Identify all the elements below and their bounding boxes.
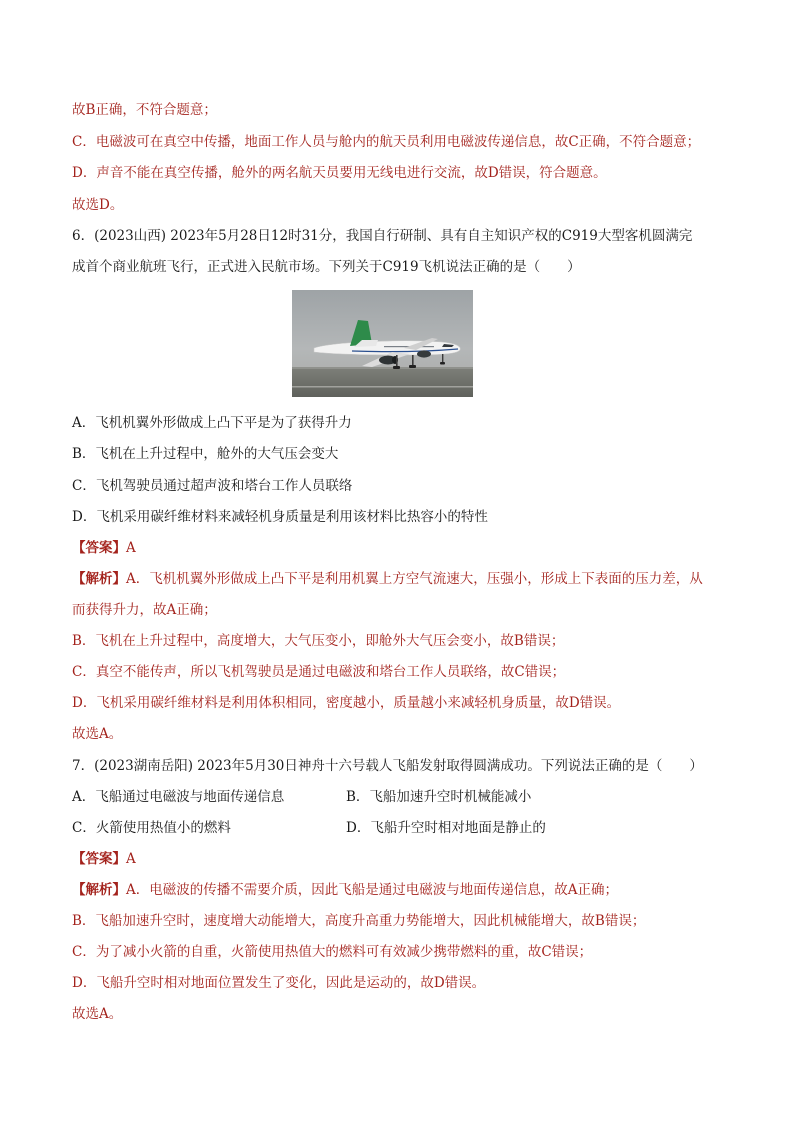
option-d: D．飞船升空时相对地面是静止的	[346, 820, 546, 836]
answer-value: A	[126, 851, 136, 867]
text-line: C．电磁波可在真空中传播，地面工作人员与舱内的航天员利用电磁波传递信息，故C正确，不符合题意；	[72, 134, 701, 150]
explanation-text: A．飞机机翼外形做成上凸下平是利用机翼上方空气流速大，压强小，形成上下表面的压力差，从	[126, 571, 703, 587]
explanation-line: B．飞船加速升空时，速度增大动能增大，高度升高重力势能增大，因此机械能增大，故B错误；	[72, 913, 646, 929]
answer-tag: 【答案】	[72, 851, 126, 867]
explanation-tag: 【解析】	[72, 882, 126, 898]
aircraft-photo	[292, 290, 473, 397]
option-c: C．火箭使用热值小的燃料	[72, 820, 231, 836]
explanation-tag: 【解析】	[72, 571, 126, 587]
option-b: B．飞机在上升过程中，舱外的大气压会变大	[72, 446, 339, 462]
choice-line: 故选A。	[72, 726, 123, 742]
choice-line: 故选A。	[72, 1006, 123, 1022]
option-c: C．飞机驾驶员通过超声波和塔台工作人员联络	[72, 478, 353, 494]
question-6-stem-cont: 成首个商业航班飞行，正式进入民航市场。下列关于C919飞机说法正确的是（ ）	[72, 259, 581, 275]
text-line: D．声音不能在真空传播，舱外的两名航天员要用无线电进行交流，故D错误，符合题意。	[72, 165, 607, 181]
explanation-line: C．为了减小火箭的自重，火箭使用热值大的燃料可有效减少携带燃料的重，故C错误；	[72, 944, 593, 960]
answer-tag: 【答案】	[72, 540, 126, 556]
option-d: D．飞机采用碳纤维材料来减轻机身质量是利用该材料比热容小的特性	[72, 509, 488, 525]
explanation-line: B．飞机在上升过程中，高度增大，大气压变小，即舱外大气压会变小，故B错误；	[72, 633, 565, 649]
explanation-line: D．飞机采用碳纤维材料是利用体积相同，密度越小，质量越小来减轻机身质量，故D错误。	[72, 695, 621, 711]
question-7-stem: 7．(2023湖南岳阳) 2023年5月30日神舟十六号载人飞船发射取得圆满成功。下列说法正确的是（ ）	[72, 758, 703, 774]
explanation-line	[72, 880, 732, 900]
explanation-line: C．真空不能传声，所以飞机驾驶员是通过电磁波和塔台工作人员联络，故C错误；	[72, 664, 566, 680]
explanation-text: A．电磁波的传播不需要介质，因此飞船是通过电磁波与地面传递信息，故A正确；	[126, 882, 618, 898]
question-6-stem: 6．(2023山西) 2023年5月28日12时31分，我国自行研制、具有自主知识产权的C919大型客机圆满完	[72, 228, 693, 244]
answer-line	[72, 538, 732, 558]
text-line: 故B正确，不符合题意；	[72, 102, 217, 118]
explanation-line: 而获得升力，故A正确；	[72, 602, 217, 618]
answer-value: A	[126, 540, 136, 556]
text-line: 故选D。	[72, 197, 124, 213]
answer-line	[72, 849, 732, 869]
explanation-line: D．飞船升空时相对地面位置发生了变化，因此是运动的，故D错误。	[72, 975, 486, 991]
option-a: A．飞机机翼外形做成上凸下平是为了获得升力	[72, 415, 352, 431]
explanation-line	[72, 569, 732, 589]
option-b: B．飞船加速升空时机械能减小	[346, 789, 532, 805]
option-a: A．飞船通过电磁波与地面传递信息	[72, 789, 285, 805]
